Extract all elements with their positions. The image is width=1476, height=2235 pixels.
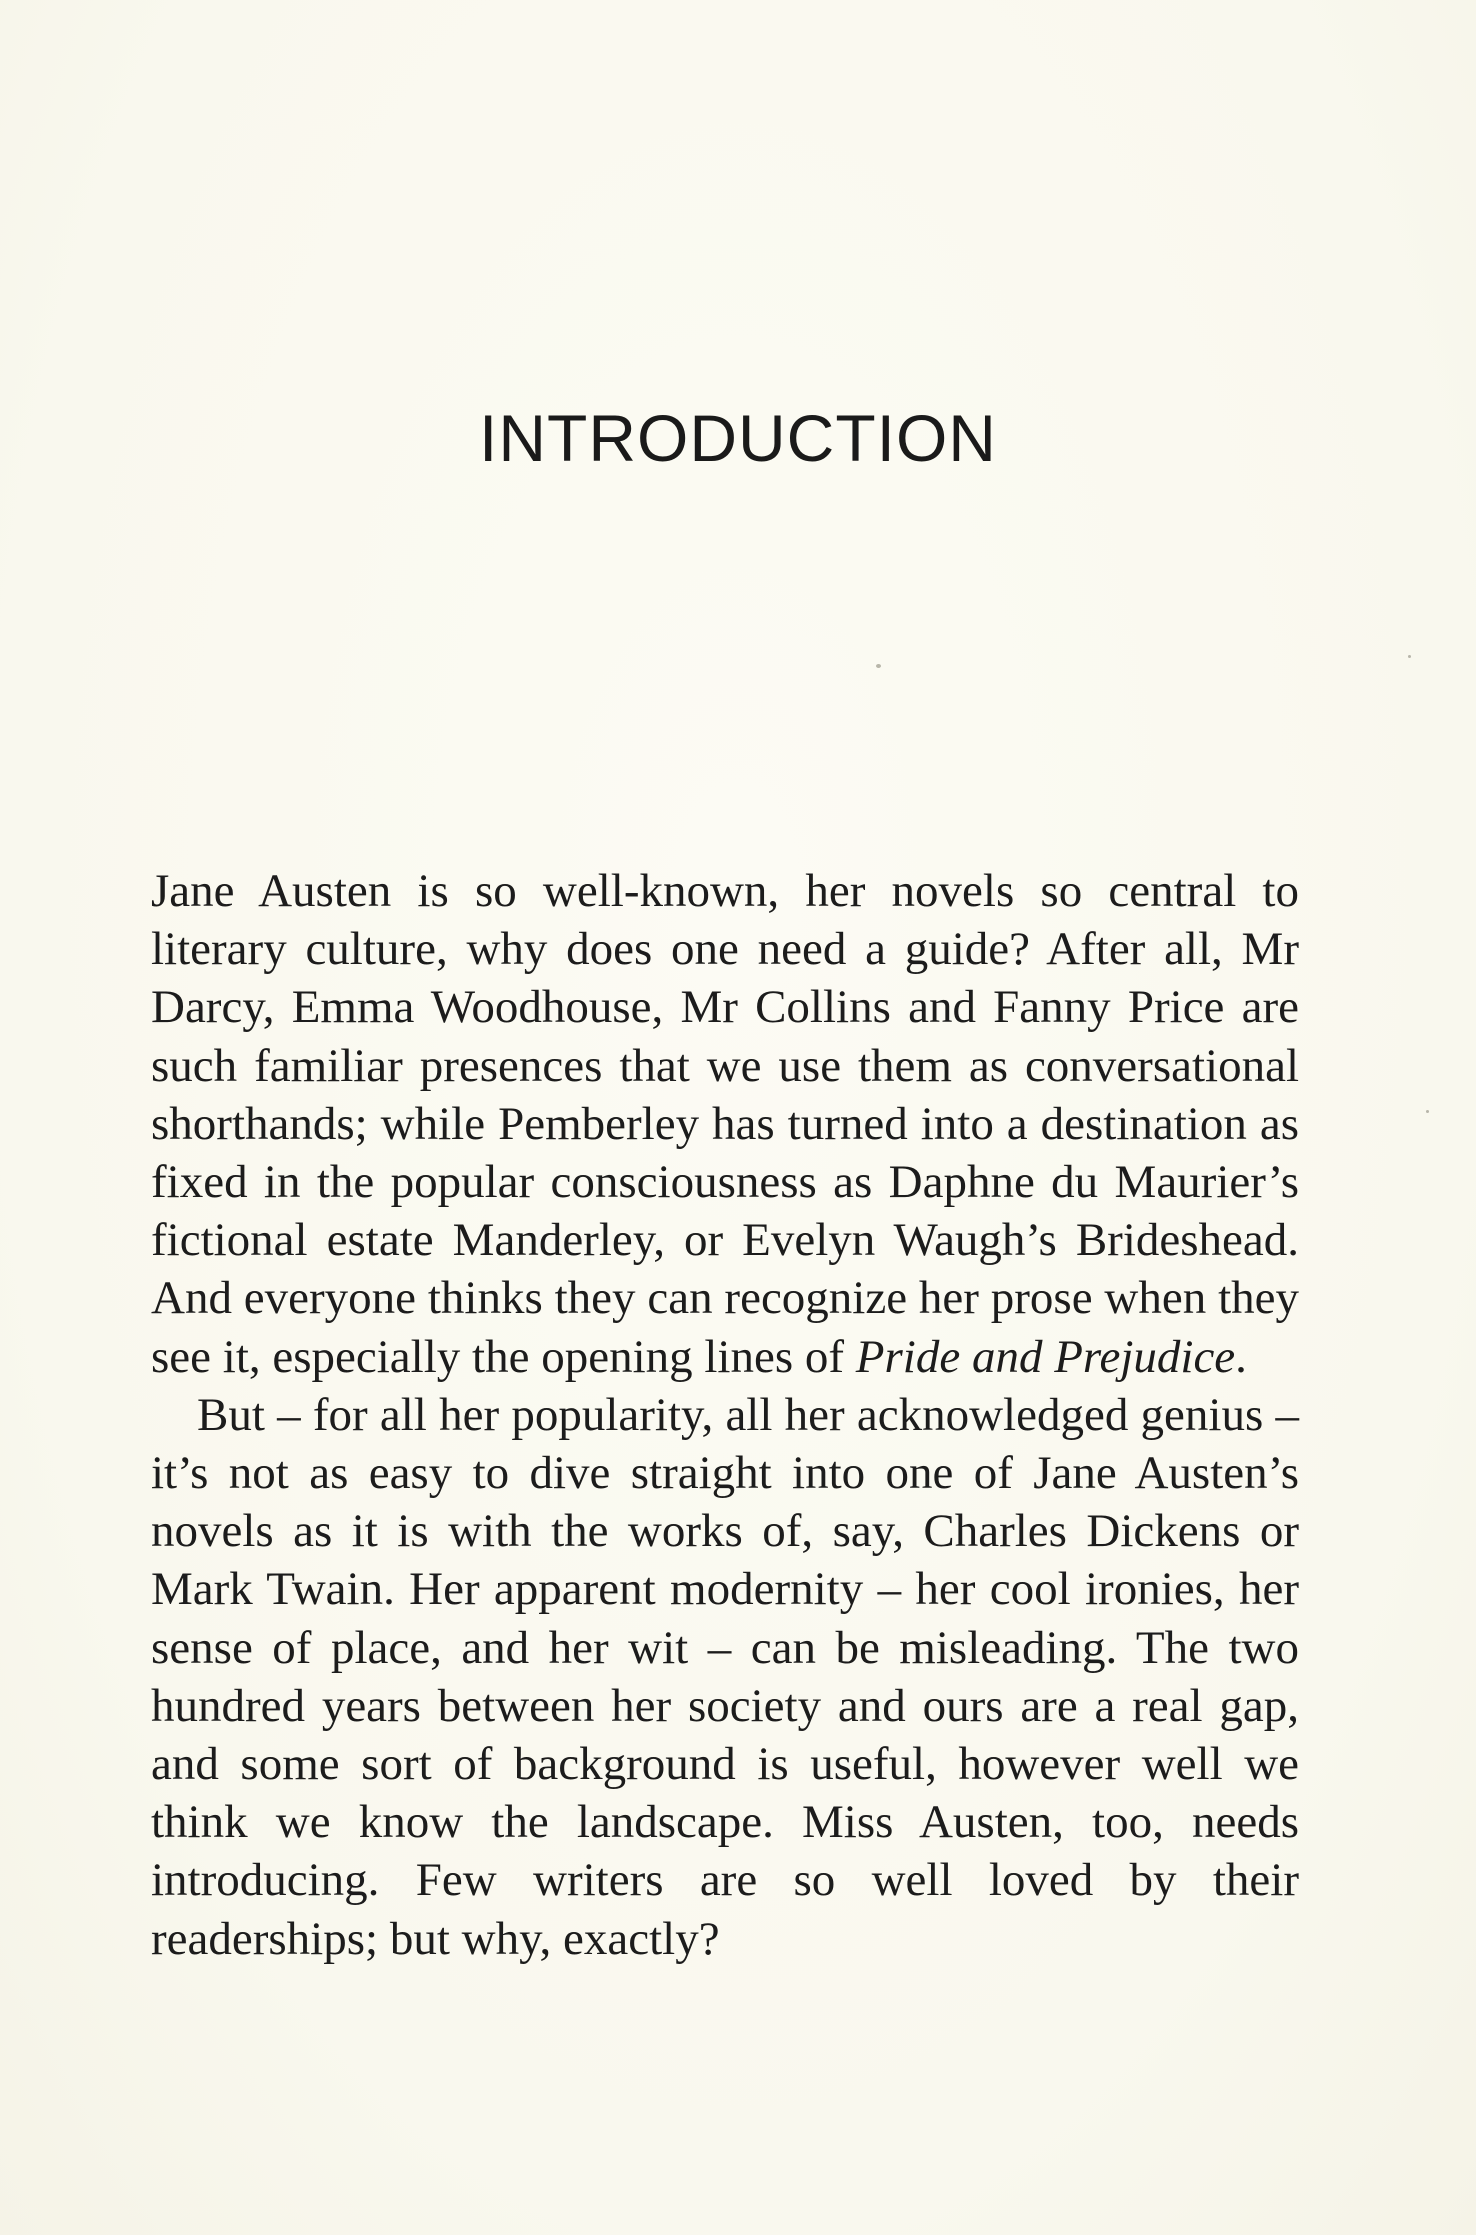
paragraph-1-text: Jane Austen is so well-known, her novels so central to literary culture, why does one need a guide? After all, Mr Darcy, Emma Woodhouse, Mr Collins and Fanny Price are such familiar presences that we use them as conversational shorthands; while Pemberley has turned into a destination as fixed in the popular consciousness as Daphne du Maurier’s fictional estate Manderley, or Evelyn Waugh’s Brideshead. And everyone thinks they can recognize her prose when they see it, especially the opening lines of [151,865,1299,1383]
paper-speck [1408,655,1411,658]
paper-speck [1426,1110,1429,1113]
book-title-italic: Pride and Prejudice [855,1330,1236,1383]
paragraph-2 [151,1386,1299,1968]
paragraph-2-text: But – for all her popularity, all her acknowledged genius – it’s not as easy to dive straight into one of Jane Austen’s novels as it is with the works of, say, Charles Dickens or Mark Twain. Her apparent modernity – her cool ironies, her sense of place, and her wit – can be misleading. The two hundred years between her society and ours are a real gap, and some sort of background is useful, however well we think we know the landscape. Miss Austen, too, needs introducing. Few writers are so well loved by their readerships; but why, exactly? [151,1388,1299,1965]
paragraph-1-end: . [1235,1330,1247,1383]
body-text [151,862,1299,1968]
paragraph-1 [151,862,1299,1386]
chapter-title: INTRODUCTION [479,401,997,475]
paper-speck [876,664,881,668]
